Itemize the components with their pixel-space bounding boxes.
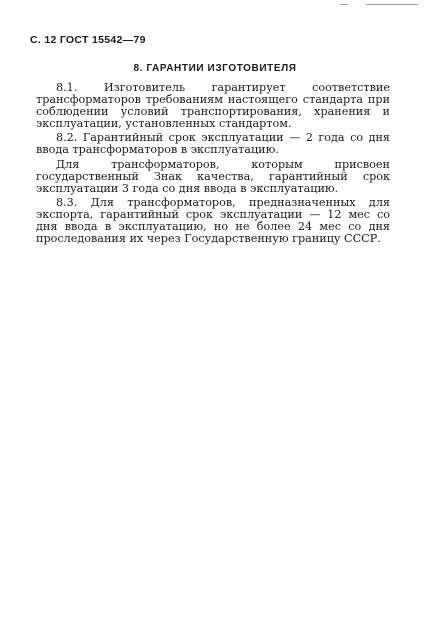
scan-artifact-line bbox=[366, 4, 418, 5]
running-header: С. 12 ГОСТ 15542—79 bbox=[30, 34, 146, 46]
paragraph-8-2-quality-mark: Для трансформаторов, которым присвоен государственный Знак качества, гарантийный срок эксплуатации 3 года со дня ввода в эксплуатацию. bbox=[36, 157, 390, 195]
section-title: 8. ГАРАНТИИ ИЗГОТОВИТЕЛЯ bbox=[133, 63, 297, 74]
paragraph-8-2: 8.2. Гарантийный срок эксплуатации — 2 года со дня ввода трансформаторов в эксплуатацию. bbox=[36, 131, 390, 157]
paragraph-8-1: 8.1. Изготовитель гарантирует соответствие трансформаторов требованиям настоящего стандарта при соблюдении условий транспортирования, хранения и эксплуатации, установленных стандартом. bbox=[36, 81, 390, 131]
scan-artifact-mark bbox=[340, 4, 348, 5]
paragraph-8-3: 8.3. Для трансформаторов, предназначенных для экспорта, гарантийный срок эксплуатации — 12 мес со дня ввода в эксплуатацию, но не более 24 мес со дня проследования их через Государственную границу СССР. bbox=[36, 195, 390, 246]
section-body bbox=[36, 82, 390, 247]
